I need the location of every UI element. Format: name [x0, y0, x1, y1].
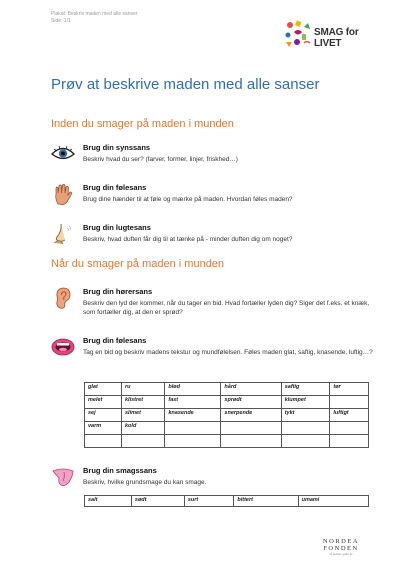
table-cell: hård	[221, 383, 281, 396]
table-cell: sprødt	[221, 396, 281, 409]
tongue-icon	[51, 466, 75, 488]
sense-heading: Brug din smagssans	[83, 466, 157, 475]
nordea-fonden-logo	[316, 538, 366, 556]
table-cell: surt	[184, 496, 233, 507]
table-cell: tør	[330, 383, 369, 396]
section-heading-during: Når du smager på maden i munden	[51, 258, 225, 270]
smag-for-livet-logo	[282, 18, 382, 50]
sense-body: Tag en bid og beskriv madens tekstur og mundfølelsen. Føles maden glat, saftig, knasende, luftig…?	[83, 349, 373, 356]
table-cell: slimet	[122, 409, 165, 422]
sense-body: Beskriv, hvad duften får dig til at tænke på - minder duften dig om noget?	[83, 236, 293, 243]
taste-word-table	[84, 495, 369, 507]
table-cell: varm	[85, 422, 122, 435]
table-cell: salt	[85, 496, 132, 507]
table-cell: sødt	[131, 496, 184, 507]
table-cell	[165, 422, 221, 435]
texture-word-table	[84, 382, 369, 448]
nose-icon	[51, 223, 75, 245]
table-row	[85, 409, 369, 422]
table-cell: luftigt	[330, 409, 369, 422]
table-cell: saftig	[281, 383, 330, 396]
sense-heading: Brug din synssans	[83, 143, 151, 152]
logo-line-1: NORDEA	[322, 538, 360, 545]
table-cell: fast	[165, 396, 221, 409]
table-cell	[330, 422, 369, 435]
table-row	[85, 496, 369, 507]
sense-body: Beskriv hvad du ser? (farver, former, linjer, friskhed…)	[83, 156, 238, 163]
table-cell	[330, 396, 369, 409]
sense-heading: Brug din hørersans	[83, 287, 153, 296]
sense-heading: Brug din følesans	[83, 336, 147, 345]
table-row	[85, 435, 369, 448]
table-row	[85, 422, 369, 435]
table-cell	[330, 435, 369, 448]
table-cell: umami	[298, 496, 368, 507]
sense-heading: Brug din lugtesans	[83, 223, 151, 232]
table-cell: klumpet	[281, 396, 330, 409]
table-cell: tykt	[281, 409, 330, 422]
logo-wordmark: SMAG for LIVET	[314, 27, 359, 49]
table-cell: kold	[122, 422, 165, 435]
sense-body: Beskriv den lyd der kommer, når du tager en bid. Hvad fortæller lyden dig? Siger det f.eks. et knæk, som fortæller dig, at den er sprød?	[83, 300, 370, 316]
table-cell	[165, 435, 221, 448]
sense-heading: Brug din følesans	[83, 183, 147, 192]
table-cell: bittert	[234, 496, 298, 507]
colorful-logo-mark-icon	[282, 18, 312, 48]
table-cell: blød	[165, 383, 221, 396]
document-meta	[51, 11, 137, 25]
meta-page: Side: 1/1	[51, 18, 71, 24]
ear-icon	[51, 287, 75, 309]
logo-tagline: Vi støtter gode liv	[329, 552, 353, 556]
logo-line-2: FONDEN	[323, 545, 359, 552]
table-row	[85, 396, 369, 409]
table-cell: snerpende	[221, 409, 281, 422]
page-title: Prøv at beskrive maden med alle sanser	[51, 76, 320, 93]
section-heading-before: Inden du smager på maden i munden	[51, 118, 234, 130]
hand-icon	[51, 183, 75, 205]
table-cell	[122, 435, 165, 448]
sense-body: Beskriv, hvilke grundsmage du kan smage.	[83, 479, 207, 486]
table-cell: klistret	[122, 396, 165, 409]
table-cell: knasende	[165, 409, 221, 422]
sense-body: Brug dine hænder til at føle og mærke på maden. Hvordan føles maden?	[83, 196, 293, 203]
table-cell	[221, 435, 281, 448]
table-cell: sej	[85, 409, 122, 422]
table-cell: glat	[85, 383, 122, 396]
meta-title: Plakat: Beskriv maden med alle sanser	[51, 11, 138, 17]
table-row	[85, 383, 369, 396]
table-cell	[281, 435, 330, 448]
table-cell: melet	[85, 396, 122, 409]
mouth-icon	[51, 336, 75, 358]
table-cell	[281, 422, 330, 435]
table-cell	[221, 422, 281, 435]
eye-icon	[51, 143, 75, 165]
table-cell	[85, 435, 122, 448]
table-cell: ru	[122, 383, 165, 396]
